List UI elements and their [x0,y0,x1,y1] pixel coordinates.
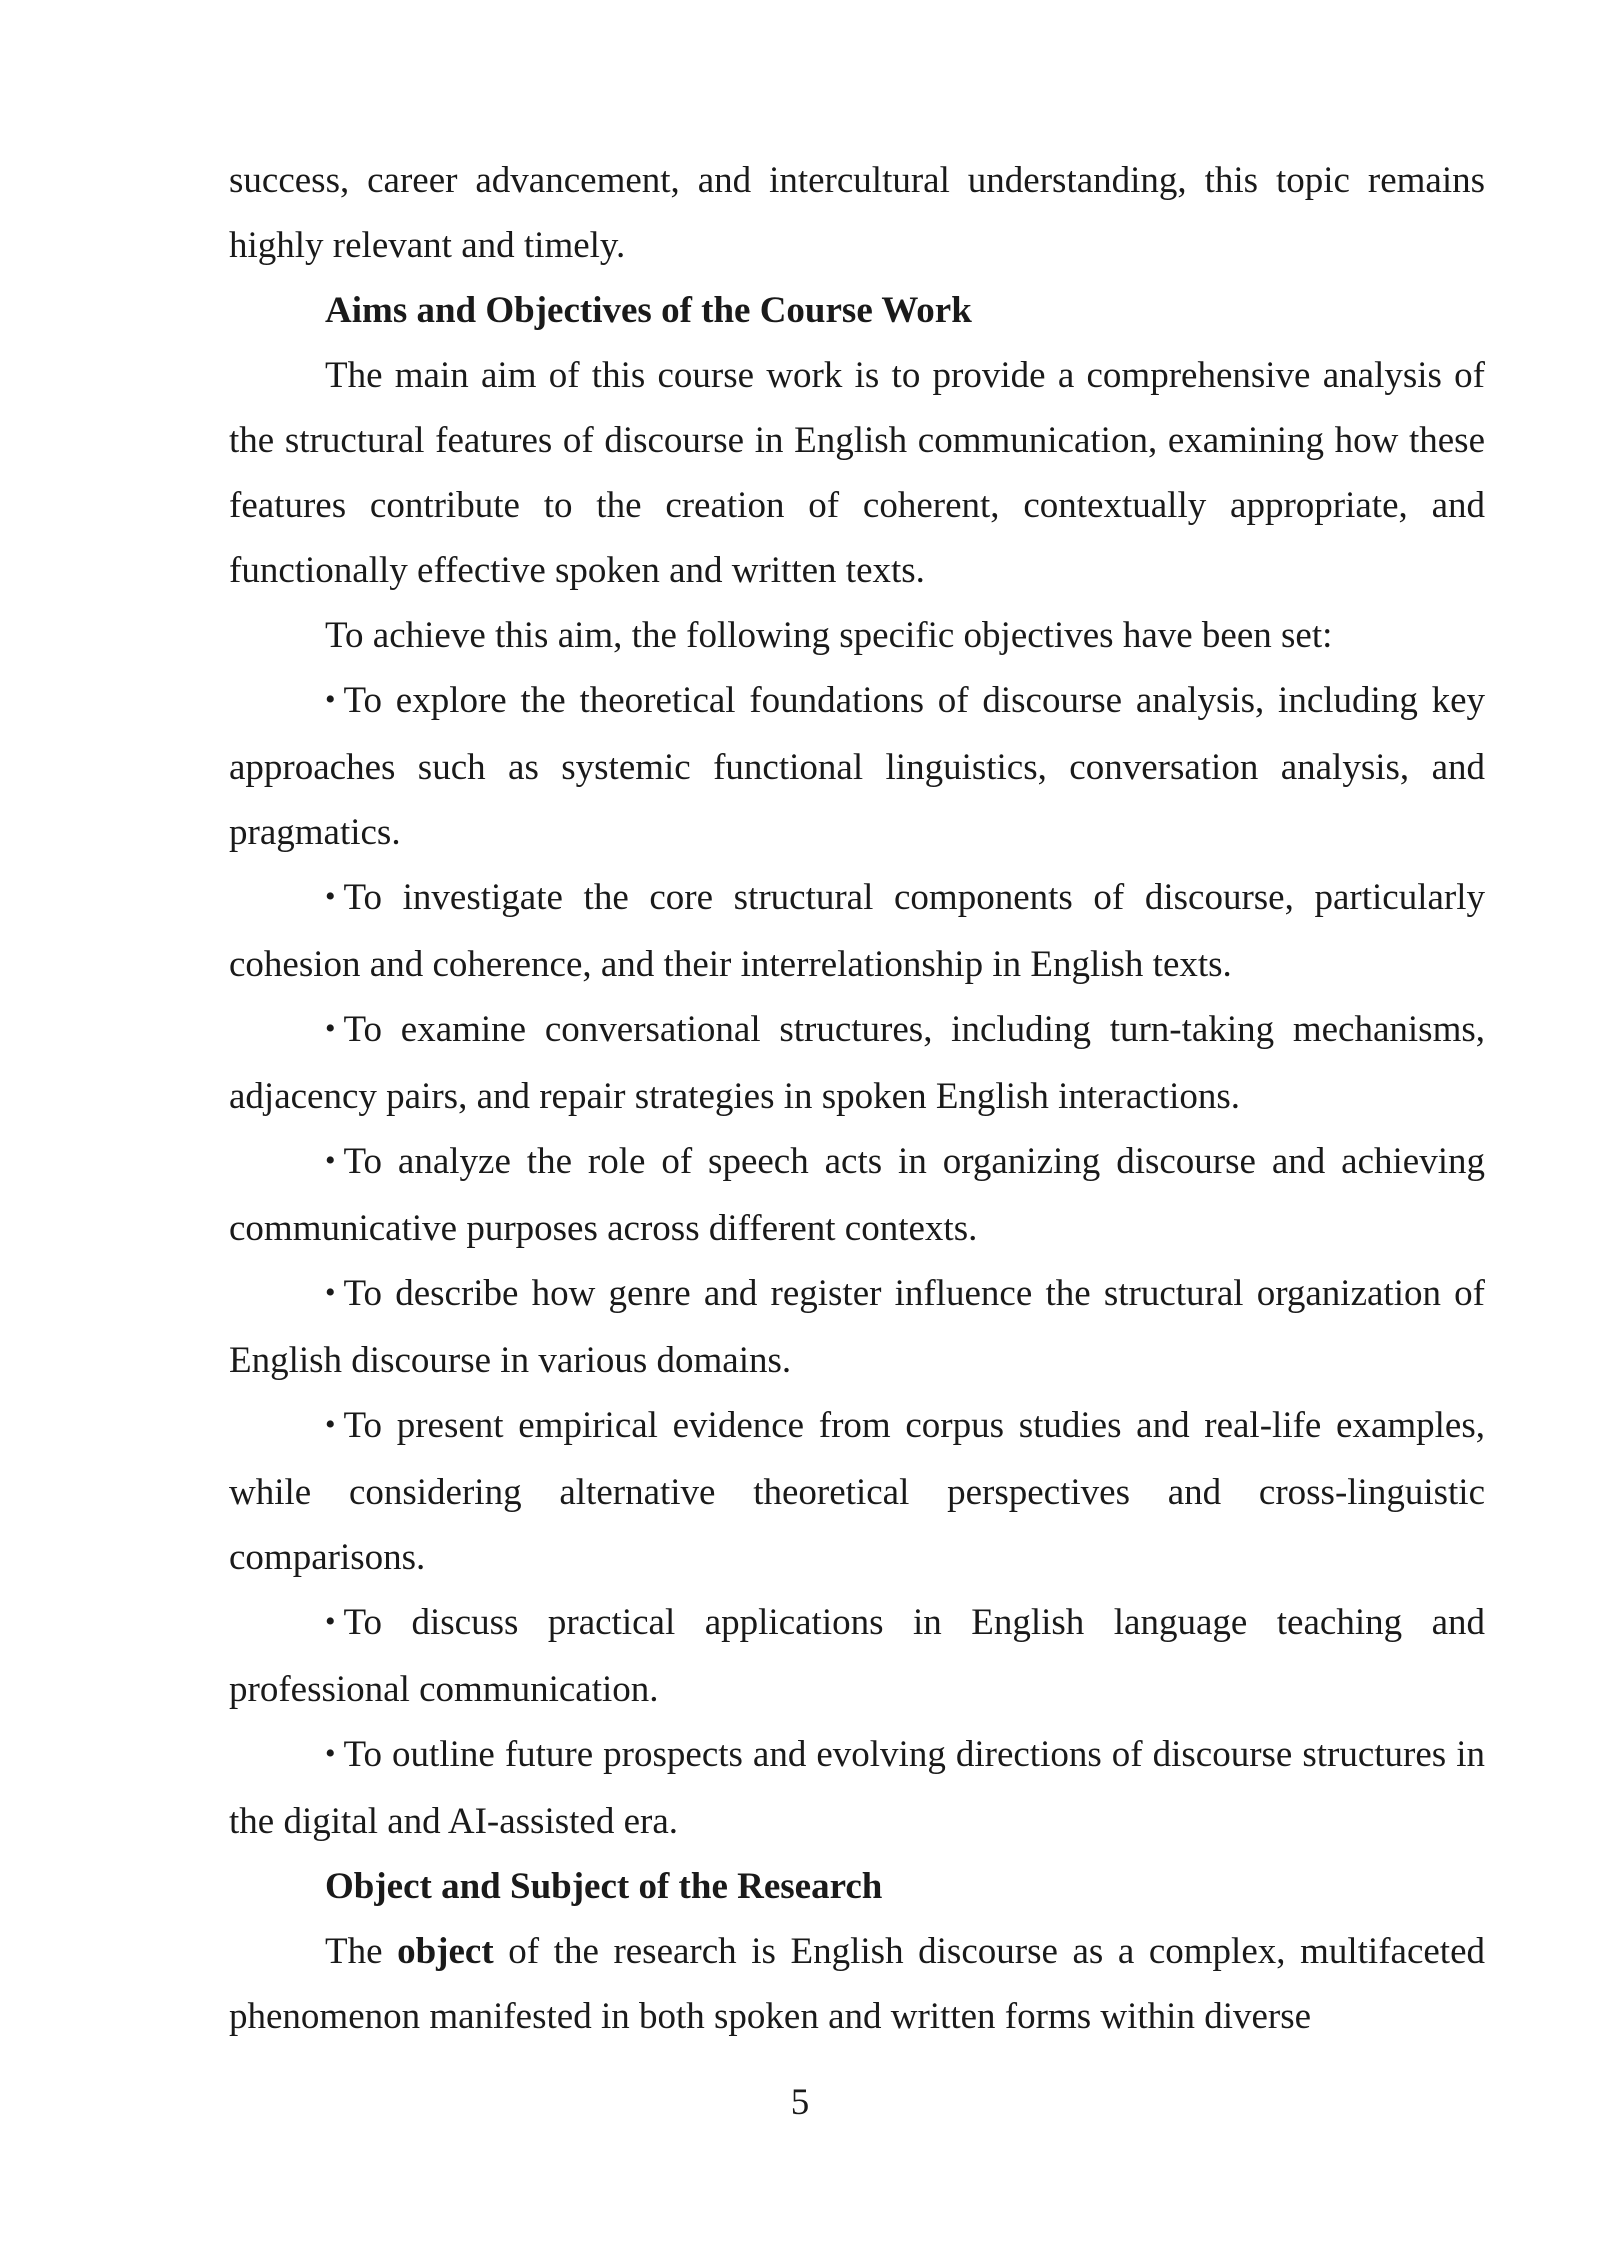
objective-item [229,1393,1485,1590]
bullet-icon: • [325,1276,336,1309]
bullet-icon: • [325,1737,336,1770]
objective-text: To present empirical evidence from corpus studies and real-life examples, while considering alternative theoretical perspectives and cross-linguistic comparisons. [229,1405,1485,1578]
objective-text: To discuss practical applications in English language teaching and professional communication. [229,1602,1485,1710]
bullet-icon: • [325,1408,336,1441]
objective-item [229,865,1485,997]
document-page [229,148,1485,2049]
opening-paragraph: success, career advancement, and intercultural understanding, this topic remains highly relevant and timely. [229,160,1485,266]
objectives-intro: To achieve this aim, the following specific objectives have been set: [325,615,1333,656]
objective-text: To describe how genre and register influence the structural organization of English discourse in various domains. [229,1273,1485,1381]
objective-item [229,1129,1485,1261]
objective-text: To explore the theoretical foundations of discourse analysis, including key approaches such as systemic functional linguistics, conversation analysis, and pragmatics. [229,680,1485,853]
objective-item [229,997,1485,1129]
objective-item [229,668,1485,865]
bullet-icon: • [325,1144,336,1177]
objective-item [229,1261,1485,1393]
object-paragraph-start: The [325,1931,383,1972]
section-heading-object-subject: Object and Subject of the Research [325,1866,883,1907]
bullet-icon: • [325,880,336,913]
object-paragraph-rest: of the research is English discourse as a complex, multifaceted phenomenon manifested in both spoken and written forms within diverse [229,1931,1485,2037]
objective-text: To examine conversational structures, including turn-taking mechanisms, adjacency pairs, and repair strategies in spoken English interactions. [229,1009,1485,1117]
page-number: 5 [790,2082,810,2123]
objective-item [229,1722,1485,1854]
aim-paragraph: The main aim of this course work is to provide a comprehensive analysis of the structural features of discourse in English communication, examining how these features contribute to the creation of coherent, contextually appropriate, and functionally effective spoken and written texts. [229,355,1485,591]
objective-text: To analyze the role of speech acts in organizing discourse and achieving communicative purposes across different contexts. [229,1141,1485,1249]
object-paragraph [229,1919,1485,2049]
bullet-icon: • [325,683,336,716]
bullet-icon: • [325,1012,336,1045]
section-heading-aims: Aims and Objectives of the Course Work [325,290,972,331]
objective-item [229,1590,1485,1722]
objective-text: To outline future prospects and evolving directions of discourse structures in the digital and AI-assisted era. [229,1734,1485,1842]
objectives-list [229,668,1485,1854]
object-term: object [397,1931,494,1972]
objective-text: To investigate the core structural components of discourse, particularly cohesion and coherence, and their interrelationship in English texts. [229,877,1485,985]
bullet-icon: • [325,1605,336,1638]
